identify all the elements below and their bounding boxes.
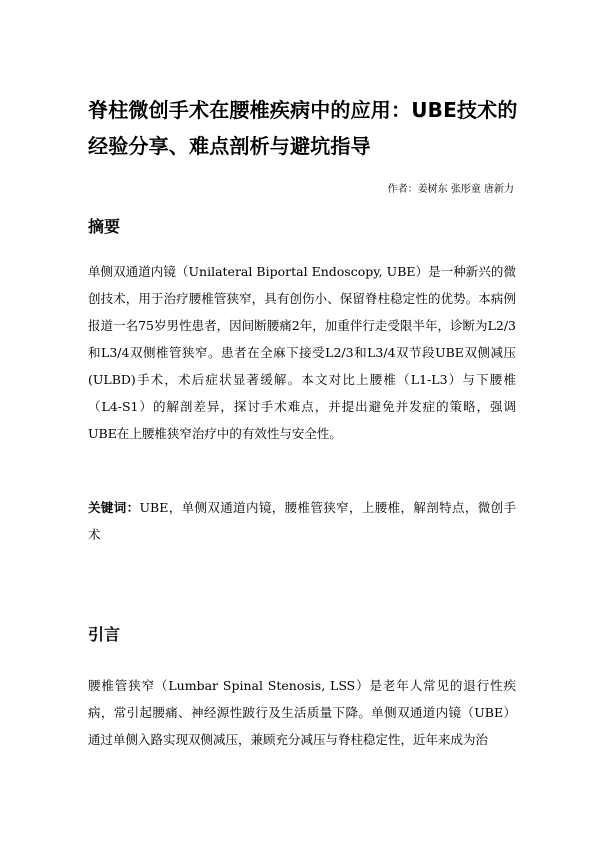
abstract-body: 单侧双通道内镜（Unilateral Biportal Endoscopy, UBE）是一种新兴的微创技术，用于治疗腰椎管狭窄，具有创伤小、保留脊柱稳定性的优势。本病例报道一名75岁男性患者，因间断腰痛2年，加重伴行走受限半年，诊断为L2/3和L3/4双侧椎管狭窄。患者在全麻下接受L2/3和L3/4双节段UBE双侧减压(ULBD)手术，术后症状显著缓解。本文对比上腰椎（L1-L3）与下腰椎（L4-S1）的解剖差异，探讨手术难点，并提出避免并发症的策略，强调UBE在上腰椎狭窄治疗中的有效性与安全性。 (88, 264, 516, 441)
introduction-heading: 引言 (88, 625, 121, 644)
keywords-text: UBE，单侧双通道内镜，腰椎管狭窄，上腰椎，解剖特点，微创手术 (88, 500, 516, 542)
keywords-label: 关键词： (88, 500, 140, 515)
paper-title: 脊柱微创手术在腰椎疾病中的应用：UBE技术的经验分享、难点剖析与避坑指导 (88, 98, 518, 158)
abstract-heading: 摘要 (88, 217, 121, 236)
keywords-line (88, 494, 516, 548)
author-line: 作者：姜树东 张彤童 唐新力 (387, 184, 514, 195)
introduction-body: 腰椎管狭窄（Lumbar Spinal Stenosis, LSS）是老年人常见的退行性疾病，常引起腰痛、神经源性跛行及生活质量下降。单侧双通道内镜（UBE）通过单侧入路实现双侧减压，兼顾充分减压与脊柱稳定性，近年来成为治 (88, 678, 516, 747)
